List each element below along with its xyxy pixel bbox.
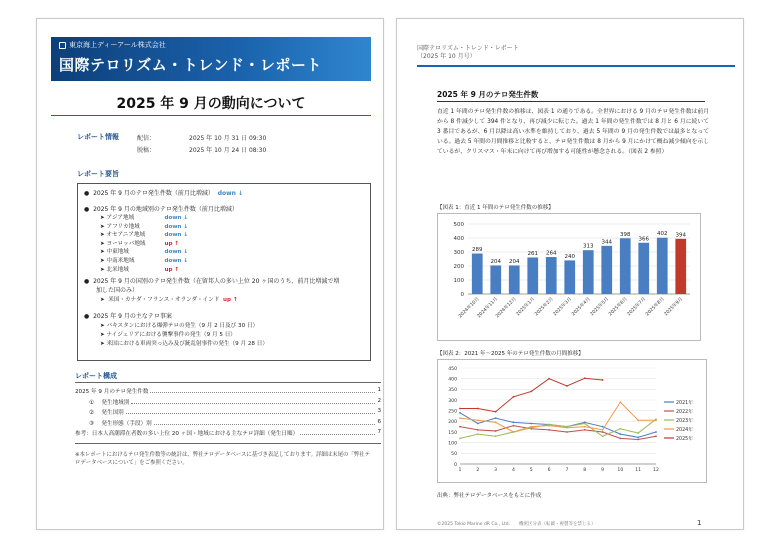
divider: [51, 115, 371, 116]
info-value-drafted: 2025 年 10 月 24 日 08:30: [189, 147, 267, 154]
trend-indicator: down ↓: [164, 223, 189, 230]
legend-label: 2022年: [676, 409, 694, 415]
data-label: 394: [675, 232, 686, 239]
x-tick-label: 9: [601, 468, 605, 473]
trend-indicator: up ↑: [164, 240, 180, 247]
toc-label: レポート構成: [75, 372, 117, 380]
x-tick-label: 12: [653, 468, 659, 473]
arrow-bullet-icon: ➤: [100, 215, 107, 221]
legend-label: 2023年: [676, 418, 694, 424]
toc-entry-page: 1: [377, 387, 381, 393]
x-tick-label: 5: [529, 468, 533, 473]
data-point: [513, 396, 515, 398]
line-chart-svg: [438, 360, 706, 482]
report-page-1: [396, 18, 744, 530]
series-line-2021年: [460, 413, 656, 438]
data-label: 204: [509, 258, 520, 265]
data-point: [477, 408, 479, 410]
event-text: パキスタンにおける爆弾テロの発生（9 月 2 日及び 30 日）: [106, 323, 259, 329]
data-point: [513, 431, 515, 433]
bar: [490, 265, 501, 294]
running-header-issue: （2025 年 10 月号）: [417, 53, 476, 60]
bar-chart: [437, 213, 701, 341]
y-tick-label: 200: [453, 264, 464, 270]
x-tick-label: 6: [547, 468, 551, 473]
x-tick-label: 10: [617, 468, 624, 473]
divider: [75, 382, 381, 383]
data-point: [548, 425, 550, 427]
data-point: [619, 428, 621, 430]
toc-entry[interactable]: [75, 429, 381, 437]
divider: [417, 65, 735, 67]
data-label: 366: [638, 236, 649, 243]
series-line-2025年: [460, 378, 603, 411]
x-tick-label: 8: [583, 468, 587, 473]
toc-entry[interactable]: [75, 419, 381, 427]
event-text: ナイジェリアにおける襲撃事件の発生（9 月 5 日）: [106, 332, 236, 338]
page-number: 1: [697, 519, 702, 527]
arrow-bullet-icon: ➤: [100, 223, 107, 230]
bar: [620, 238, 631, 294]
summary-label: レポート要旨: [77, 170, 119, 178]
y-tick-label: 200: [448, 420, 457, 426]
trend-indicator: down ↓: [217, 190, 244, 197]
bar: [564, 260, 575, 294]
data-point: [495, 422, 497, 424]
bar: [472, 254, 483, 294]
toc-entry-label: ① 発生地域別: [89, 399, 130, 406]
data-point: [619, 401, 621, 403]
x-tick-label: 2025年8月: [645, 296, 666, 318]
toc-entry-label: 2025 年 9 月のテロ発生件数: [75, 389, 149, 395]
bar: [546, 257, 557, 294]
toc-entry-label: ② 発生国別: [89, 410, 124, 416]
summary-item: ● 2025 年 9 月の国別のテロ発生件数（在留邦人の多い上位 20 ヶ国のうち、前月比増減で増: [84, 278, 340, 285]
data-point: [513, 425, 515, 427]
data-point: [655, 435, 657, 437]
line-chart: [437, 359, 707, 483]
summary-item-continuation: 加した国のみ）: [96, 287, 139, 294]
data-label: 264: [546, 250, 557, 257]
running-header-title: 国際テロリズム・トレンド・レポート: [417, 45, 519, 52]
data-point: [477, 429, 479, 431]
y-tick-label: 0: [454, 462, 457, 468]
toc-leader-dots: [131, 398, 375, 404]
trend-indicator: down ↓: [164, 232, 189, 239]
summary-box: [77, 183, 371, 361]
data-point: [602, 429, 604, 431]
data-label: 289: [472, 247, 483, 254]
x-tick-label: 2024年12月: [495, 296, 518, 320]
y-tick-label: 300: [453, 250, 464, 256]
x-tick-label: 2025年5月: [589, 296, 611, 318]
x-tick-label: 2025年1月: [515, 296, 537, 318]
data-point: [619, 438, 621, 440]
data-point: [459, 438, 461, 440]
region-name: アジア地域: [106, 215, 135, 221]
region-row: [100, 230, 188, 238]
data-point: [602, 379, 604, 381]
info-key-drafted: 脱稿：: [137, 147, 156, 154]
running-header: [417, 45, 519, 61]
report-cover-page: [36, 18, 384, 530]
y-tick-label: 100: [453, 278, 464, 284]
toc-entry-page: 2: [377, 397, 381, 404]
arrow-bullet-icon: ➤: [100, 341, 107, 347]
body-paragraph: 直近 1 年間のテロ発生件数の推移は、図表 1 の通りである。全世界における 9 月のテロ発生件数は前月から 8 件減少して 394 件となり、再び減少に転じた。過去 1 年間の発生件数では 8 月と 6 月に続いて 3 番目であるが、6 月以降は高い水準を維持しており、過去 5 年間の 9 月の発生件数では最多となっている。過去 5 年間の月間推移と比較すると、テロ発生件数は 8 月から 9 月にかけて概ね減少傾向を示しているが、クリスマス・年末に向けて再び増加する可能性が懸念される。（図表 2 参照）: [437, 109, 709, 155]
data-point: [477, 433, 479, 435]
data-label: 261: [527, 250, 538, 257]
x-tick-label: 2025年2月: [534, 296, 555, 318]
data-point: [495, 435, 497, 437]
legend-label: 2021年: [676, 400, 694, 406]
region-row: [100, 265, 179, 273]
region-row: [100, 213, 188, 221]
report-info-label: レポート情報: [77, 133, 119, 141]
bar: [601, 246, 612, 294]
data-point: [584, 423, 586, 425]
toc-leader-dots: [150, 387, 375, 393]
toc-entry-label: 参考：日本人高潮滞在者数の多い上位 20 ヶ国・地域における主なテロ詳細（発生日順）: [75, 431, 299, 437]
x-tick-label: 4: [511, 468, 515, 473]
data-point: [495, 430, 497, 432]
y-tick-label: 100: [448, 441, 457, 447]
data-point: [530, 426, 532, 428]
data-point: [459, 412, 461, 414]
data-label: 402: [657, 231, 668, 238]
y-tick-label: 250: [448, 409, 457, 415]
x-tick-label: 11: [635, 468, 642, 473]
y-tick-label: 400: [448, 377, 457, 383]
data-point: [566, 431, 568, 433]
data-point: [459, 408, 461, 410]
arrow-bullet-icon: ➤: [100, 232, 107, 239]
region-name: オセアニア地域: [106, 232, 146, 239]
data-label: 240: [564, 253, 575, 260]
footnote: ※本レポートにおけるテロ発生件数等の統計は、弊社テロデータベースに基づき表記しております。詳細は末尾の「弊社テロデータベースについて」をご参照ください。: [75, 452, 370, 466]
info-value-delivered: 2025 年 10 月 31 日 09:30: [189, 135, 267, 142]
region-row: [100, 239, 179, 247]
event-text: 米国における車両突っ込み及び銃乱射事件の発生（9 月 28 日）: [106, 341, 268, 347]
arrow-bullet-icon: ➤: [100, 240, 107, 247]
toc-entry-label: ③ 発生形態（手段）別: [89, 420, 152, 427]
toc-entry-page: 6: [377, 418, 381, 425]
summary-item: ● 2025 年 9 月の主なテロ事案: [84, 313, 172, 320]
bar: [675, 239, 686, 294]
data-point: [584, 426, 586, 428]
copyright-footer: ©2025 Tokio Marine dR Co., Ltd. 機密区分表（転載・複製等を禁じる）: [437, 522, 596, 527]
data-point: [566, 427, 568, 429]
y-tick-label: 450: [448, 366, 457, 372]
x-tick-label: 2025年6月: [608, 296, 629, 318]
data-label: 398: [620, 231, 631, 238]
y-tick-label: 50: [451, 452, 457, 458]
trend-indicator: up ↑: [223, 297, 238, 303]
arrow-bullet-icon: ➤: [100, 332, 107, 338]
data-point: [548, 378, 550, 380]
data-point: [602, 435, 604, 437]
data-label: 344: [601, 239, 612, 246]
company-logo-icon: [59, 42, 66, 49]
legend-label: 2025年: [676, 436, 694, 442]
data-point: [584, 377, 586, 379]
region-row: [100, 222, 188, 230]
bar: [509, 265, 520, 294]
toc-entry[interactable]: [75, 387, 381, 395]
data-point: [477, 419, 479, 421]
trend-indicator: down ↓: [164, 215, 189, 221]
y-tick-label: 500: [453, 222, 464, 228]
x-tick-label: 2025年3月: [552, 296, 574, 318]
data-point: [530, 391, 532, 393]
toc-leader-dots: [154, 419, 376, 425]
data-point: [530, 423, 532, 425]
figure-2-caption: 【図表 2：2021 年～2025 年のテロ発生件数の月間推移】: [437, 351, 584, 357]
event-row: [100, 330, 236, 338]
region-name: ヨーロッパ地域: [106, 240, 146, 247]
title-banner: [51, 37, 371, 81]
report-series-title: 国際テロリズム・トレンド・レポート: [59, 56, 322, 74]
toc-entry[interactable]: [75, 398, 381, 406]
region-name: 中東地域: [106, 249, 129, 256]
company-name: 東京海上ディーアール株式会社: [69, 41, 166, 49]
x-tick-label: 3: [494, 468, 498, 473]
bar: [527, 257, 538, 294]
summary-item: ● 2025 年 9 月の地域別のテロ発生件数（前月比増減）: [84, 206, 238, 213]
data-point: [637, 419, 639, 421]
toc-entry-page: 3: [377, 408, 381, 414]
data-point: [513, 422, 515, 424]
trend-indicator: up ↑: [164, 266, 180, 273]
legend-label: 2024年: [676, 427, 694, 433]
bar: [583, 250, 594, 294]
x-tick-label: 1: [458, 468, 462, 473]
data-point: [495, 411, 497, 413]
data-point: [637, 436, 639, 438]
arrow-bullet-icon: ➤: [100, 258, 107, 264]
summary-item: ● 2025 年 9 月のテロ発生件数（前月比増減） down ↓: [84, 190, 244, 197]
data-point: [637, 432, 639, 434]
data-point: [459, 426, 461, 428]
divider: [437, 101, 705, 102]
section-title: 2025 年 9 月のテロ発生件数: [437, 90, 539, 99]
bar: [657, 238, 668, 294]
data-label: 204: [490, 258, 501, 265]
data-point: [477, 423, 479, 425]
data-point: [655, 419, 657, 421]
bar-chart-svg: [438, 214, 700, 340]
bar: [638, 243, 649, 294]
toc-leader-dots: [126, 408, 376, 414]
toc-leader-dots: [300, 429, 375, 435]
x-tick-label: 2025年7月: [626, 296, 648, 318]
data-point: [619, 433, 621, 435]
x-tick-label: 2024年10月: [458, 296, 481, 320]
y-tick-label: 300: [448, 398, 457, 404]
arrow-bullet-icon: ➤: [100, 266, 107, 273]
data-label: 313: [583, 243, 594, 250]
x-tick-label: 2025年4月: [571, 296, 592, 318]
event-row: [100, 321, 258, 329]
y-tick-label: 150: [448, 430, 457, 436]
region-name: アフリカ地域: [106, 223, 140, 230]
info-key-delivered: 配信：: [137, 135, 156, 142]
y-tick-label: 350: [448, 388, 457, 394]
series-line-2024年: [460, 402, 656, 432]
y-tick-label: 400: [453, 236, 464, 242]
data-point: [459, 417, 461, 419]
data-point: [584, 429, 586, 431]
trend-indicator: down ↓: [164, 258, 189, 264]
region-name: 中南米地域: [106, 258, 135, 264]
series-line-2022年: [460, 426, 656, 440]
toc-entry-page: 7: [377, 429, 381, 435]
figure-1-caption: 【図表 1：直近 1 年間のテロ発生件数の推移】: [437, 205, 554, 211]
source-note: 出典：弊社テロデータベースをもとに作成: [437, 493, 542, 499]
trend-indicator: down ↓: [164, 249, 189, 256]
x-tick-label: 2024年11月: [476, 296, 500, 320]
divider: [75, 443, 381, 444]
arrow-bullet-icon: ➤: [100, 323, 107, 329]
data-point: [602, 431, 604, 433]
y-tick-label: 0: [460, 292, 464, 298]
data-point: [566, 385, 568, 387]
country-list-row: ➤ 米国・カナダ・フランス・オランダ・インド up ↑: [100, 297, 238, 303]
data-point: [495, 417, 497, 419]
x-tick-label: 2025年9月: [663, 296, 685, 318]
doc-title: 2025 年 9 月の動向について: [116, 96, 306, 112]
data-point: [637, 439, 639, 441]
region-row: [100, 256, 188, 264]
data-point: [655, 431, 657, 433]
region-row: [100, 247, 188, 255]
data-point: [548, 429, 550, 431]
x-tick-label: 2: [476, 468, 480, 473]
data-point: [602, 426, 604, 428]
toc-entry[interactable]: [75, 408, 381, 416]
x-tick-label: 7: [565, 468, 569, 473]
region-name: 北米地域: [106, 266, 129, 273]
arrow-bullet-icon: ➤: [100, 249, 107, 256]
event-row: [100, 339, 268, 347]
